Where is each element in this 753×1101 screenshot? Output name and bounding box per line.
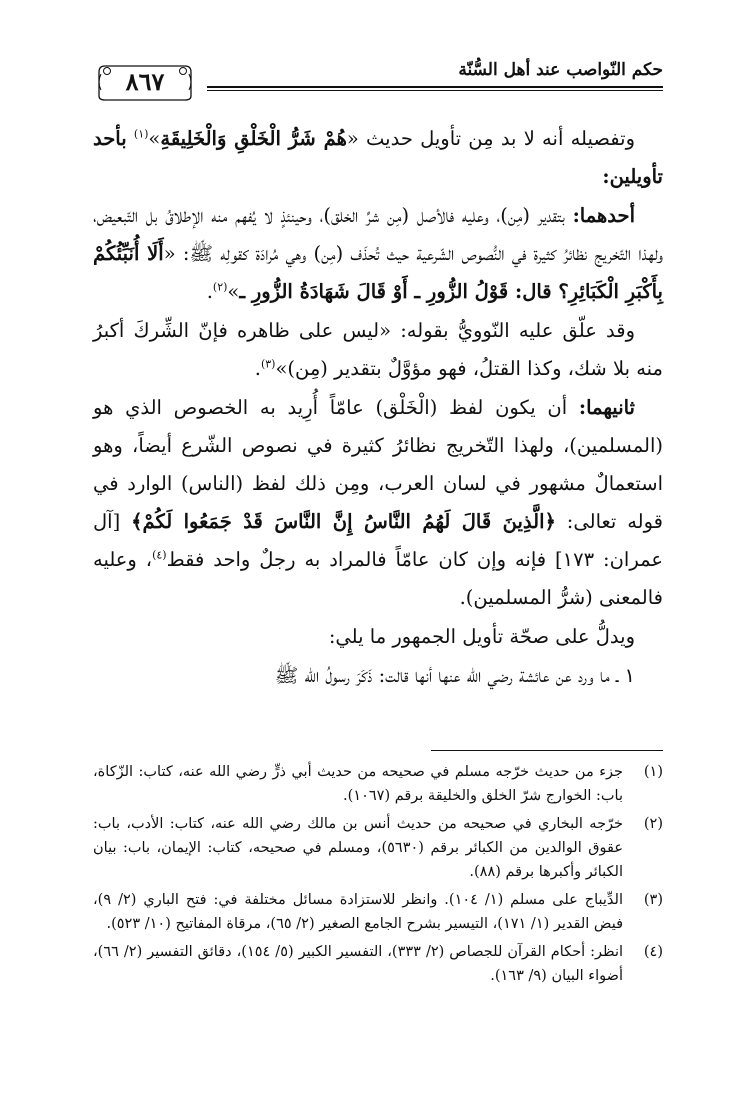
text-run: ، وعليه فالمعنى (شرُّ المسلمين). [93, 548, 663, 609]
paragraph-item-one: ١ ـ ما ورد عن عائشة رضي الله عنها أنها قالت: ذَكَرَ رسولُ الله ﷺ [274, 664, 635, 687]
footnote-text: الدِّيباج على مسلم (١/ ١٠٤). وانظر للاستزادة مسائل مختلفة في: فتح الباري (٢/ ٩)، فيض القدير (١/ ١٧١)، التيسير بشرح الجامع الصغير (٢/ ٦٥)، مرقاة المفاتيح (١٠/ ٥٢٣). [93, 892, 623, 932]
footnote-number: (٣) [643, 892, 663, 908]
footnote-ref: (١) [133, 127, 149, 141]
footnote-text: جزء من حديث خرّجه مسلم في صحيحه من حديث أبي ذرٍّ رضي الله عنه، كتاب: الزّكاة، باب: الخوارج شرّ الخلق والخليقة برقم (١٠٦٧). [93, 764, 623, 804]
main-text [93, 120, 663, 696]
text-run: بتقدير (مِن)، وعليه فالأصل (مِن شرِّ الخلق)، وحينئذٍ لا يُفهم منه الإطلاقُ بل التّبعيض، ولهذا التّخريج نظائرُ كثيرة في النُّصوص الشّرعية حيث تُحذَف (مِن) وهي مُرادَة كقولِه ﷺ: « [93, 204, 663, 265]
page-number-frame [95, 62, 195, 100]
text-run: أن يكون لفظ (الْخَلْق) عامّاً أُرِيد به الخصوص الذي هو (المسلمين)، ولهذا التّخريج نظائرُ كثيرة في نصوص الشّرع أيضاً، وهو استعمالٌ مشهور في لسان العرب، ومِن ذلك لفظ (الناس) الوارد في قوله تعالى: [93, 396, 663, 533]
footnote-text: خرّجه البخاري في صحيحه من حديث أنس بن مالك رضي الله عنه، كتاب: الأدب، باب: عقوق الوالدين من الكبائر برقم (٥٦٣٠)، ومسلم في صحيحه، كتاب: الإيمان، باب: بيان الكبائر وأكبرها برقم (٨٨). [93, 816, 623, 880]
footnote [93, 940, 663, 988]
running-head: حكم النّواصب عند أهل السُّنّة [458, 60, 663, 80]
footnote [93, 760, 663, 808]
paragraph-nawawi: وقد علّق عليه النّوويُّ بقوله: «ليس على ظاهره فإنّ الشِّركَ أكبرُ منه بلا شك، وكذا القتلُ، فهو مؤوَّلٌ بتقدير (مِن)»$^{(٣)}$. [93, 319, 663, 380]
footnote [93, 812, 663, 884]
footnote-text: انظر: أحكام القرآن للجصاص (٢/ ٣٣٣)، التفسير الكبير (٥/ ١٥٤)، دقائق التفسير (٢/ ٦٦)، أضواء البيان (٩/ ١٦٣). [93, 944, 624, 984]
hadith-quote: هُمْ شَرُّ الْخَلْقِ وَالْخَلِيقَةِ [160, 127, 347, 150]
footnotes [93, 760, 663, 992]
footnote-separator [431, 750, 663, 751]
footnote-ref: (٢) [212, 280, 228, 294]
footnote [93, 888, 663, 936]
quote-close: » [148, 127, 161, 150]
label-second: ثانيهما: [578, 396, 635, 419]
paragraph-evidence: ويدلُّ على صحّة تأويل الجمهور ما يلي: [328, 625, 635, 648]
page-header [95, 58, 663, 106]
footnote-number: (١) [643, 764, 663, 780]
text-run: وتفصيله أنه لا بد مِن تأويل حديث « [346, 127, 635, 150]
hadith-quote: أَلَا أُنَبِّئُكُمْ بِأَكْبَرِ الْكَبَائِرِ؟ قال: قَوْلُ الزُّورِ ـ أَوْ قَالَ شَهَادَةُ الزُّورِ ـ [93, 242, 663, 303]
footnote-ref: (٣) [260, 357, 276, 371]
quote-close: » [227, 280, 240, 303]
text-run: فإنه وإن كان عامّاً فالمراد به رجلٌ واحد فقط [166, 548, 547, 571]
paragraph-intro [93, 120, 663, 196]
page-number: ٨٦٧ [125, 66, 165, 96]
paragraph-first-interpretation: أحدهما: بتقدير (مِن)، وعليه فالأصل (مِن شرِّ الخلق)، وحينئذٍ لا يُفهم منه الإطلاقُ بل التّبعيض، ولهذا التّخريج نظائرُ كثيرة في النُّصوص الشّرعية حيث تُحذَف (مِن) وهي مُرادَة كقولِه ﷺ: «أَلَا أُنَبِّئُكُمْ بِأَكْبَرِ الْكَبَائِرِ؟ قال: قَوْلُ الزُّورِ ـ أَوْ قَالَ شَهَادَةُ الزُّورِ ـ»$^{(٢)}$. [93, 204, 663, 303]
header-rule-thin [207, 90, 663, 91]
quran-verse: ﴿الَّذِينَ قَالَ لَهُمُ النَّاسُ إِنَّ النَّاسَ قَدْ جَمَعُوا لَكُمْ﴾ [131, 510, 556, 533]
heading-run: بأحد تأويلين: [93, 127, 663, 188]
label-first: أحدهما: [572, 204, 635, 227]
header-rule [207, 86, 663, 88]
paragraph-second-interpretation [93, 389, 663, 617]
verse-reference: [آل عمران: ١٧٣] [93, 510, 663, 571]
footnote-ref: (٤) [152, 548, 167, 562]
footnote-number: (٢) [643, 816, 663, 832]
text-run: وقد علّق عليه النّوويُّ بقوله: «ليس على ظاهره فإنّ الشِّركَ أكبرُ منه بلا شك، وكذا القتلُ، فهو مؤوَّلٌ بتقدير (مِن)» [93, 319, 663, 380]
footnote-number: (٤) [643, 944, 663, 960]
